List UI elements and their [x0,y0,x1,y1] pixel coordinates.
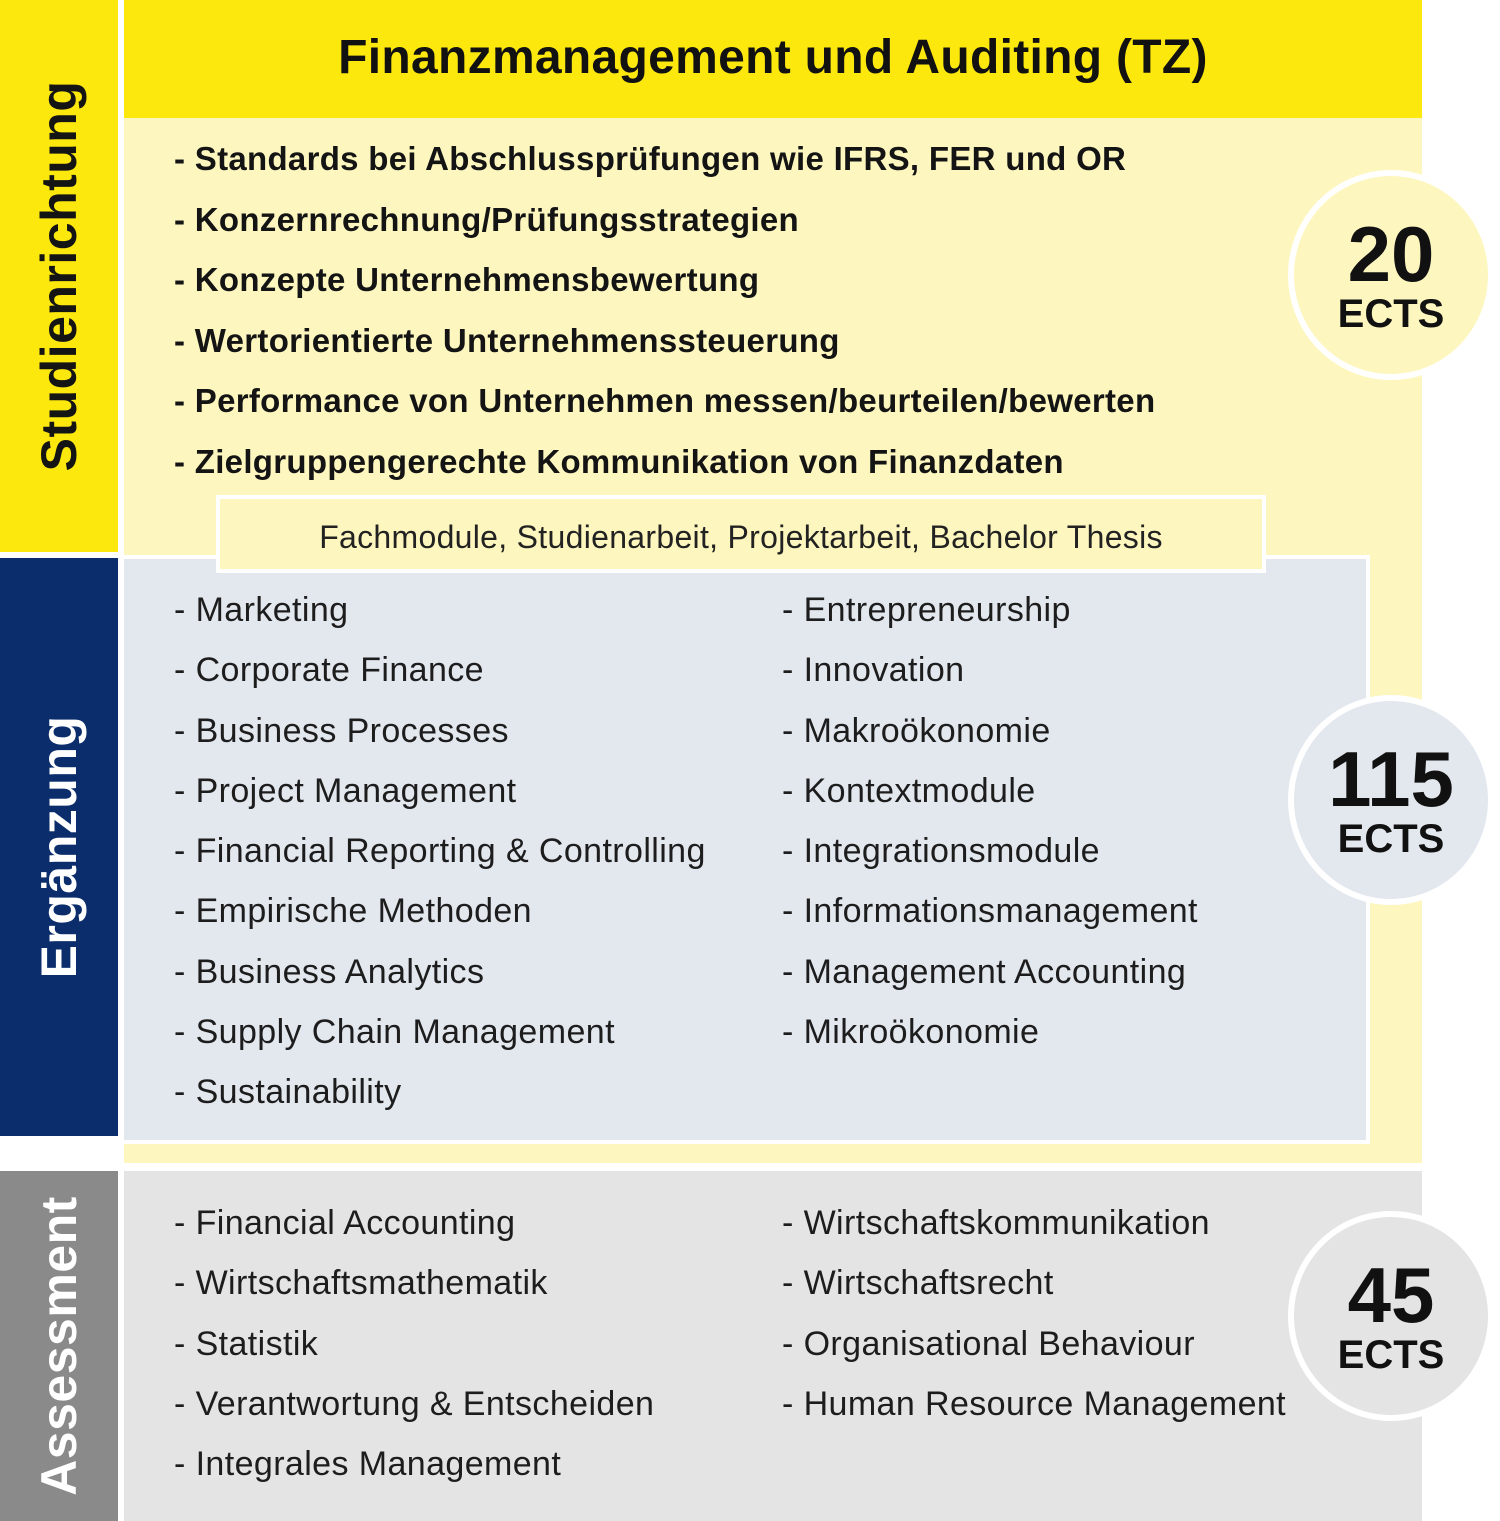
list-item: - Mikroökonomie [782,1013,1040,1052]
list-item: - Makroökonomie [782,711,1051,750]
list-item: - Business Analytics [174,952,485,991]
page-title: Finanzmanagement und Auditing (TZ) [338,31,1208,84]
assessment-list-left [174,1201,654,1502]
list-item: - Wirtschaftsmathematik [174,1264,548,1303]
list-item: - Organisational Behaviour [782,1324,1195,1363]
list-item: - Entrepreneurship [782,591,1071,629]
list-item: - Marketing [174,591,349,629]
side-band-ergaenzung [0,558,118,1136]
list-item: - Integrationsmodule [782,832,1100,871]
list-item: - Supply Chain Management [174,1013,615,1052]
list-item: - Verantwortung & Entscheiden [174,1384,655,1423]
ects-badge-studienrichtung [1288,170,1494,380]
list-item: - Statistik [174,1324,319,1363]
list-item: - Informationsmanagement [782,892,1198,931]
ects-unit: ECTS [1337,1333,1445,1377]
side-label-ergaenzung: Ergänzung [31,715,87,979]
list-item: - Innovation [782,651,965,690]
list-item: - Management Accounting [782,952,1187,991]
list-item: - Standards bei Abschlussprüfungen wie IFRS, FER und OR [174,140,1127,177]
list-item: - Wirtschaftskommunikation [782,1204,1210,1242]
list-item: - Konzepte Unternehmensbewertung [174,261,760,298]
side-label-studienrichtung: Studienrichtung [31,80,87,472]
title-bar [124,0,1422,118]
ects-unit: ECTS [1337,817,1445,861]
list-item: - Corporate Finance [174,651,484,690]
side-band-studienrichtung [0,0,118,552]
list-item: - Konzernrechnung/Prüfungsstrategien [174,200,800,238]
list-item: - Financial Accounting [174,1204,516,1242]
list-item: - Empirische Methoden [174,892,532,931]
list-item: - Wertorientierte Unternehmenssteuerung [174,321,840,359]
ergaenzung-list-right [782,588,1198,1070]
studienrichtung-list [174,136,1155,499]
list-item: - Zielgruppengerechte Kommunikation von Finanzdaten [174,442,1064,480]
ects-badge-ergaenzung [1288,695,1494,905]
list-item: - Sustainability [174,1073,402,1112]
ergaenzung-list-left [174,588,706,1131]
list-item: - Project Management [174,771,517,810]
side-band-assessment [0,1171,118,1521]
ects-value: 115 [1328,735,1454,823]
list-item: - Integrales Management [174,1445,562,1484]
list-item: - Financial Reporting & Controlling [174,832,706,871]
fachmodule-label: Fachmodule, Studienarbeit, Projektarbeit, Bachelor Thesis [216,495,1266,573]
list-item: - Wirtschaftsrecht [782,1264,1054,1303]
list-item: - Human Resource Management [782,1384,1287,1423]
list-item: - Performance von Unternehmen messen/beurteilen/bewerten [174,382,1156,419]
ects-value: 45 [1347,1251,1435,1339]
assessment-list-right [782,1201,1286,1442]
list-item: - Kontextmodule [782,771,1036,810]
ects-badge-assessment [1288,1211,1494,1421]
ects-value: 20 [1347,210,1435,298]
ects-unit: ECTS [1337,292,1445,336]
side-label-assessment: Assessment [31,1196,87,1496]
list-item: - Business Processes [174,711,509,750]
